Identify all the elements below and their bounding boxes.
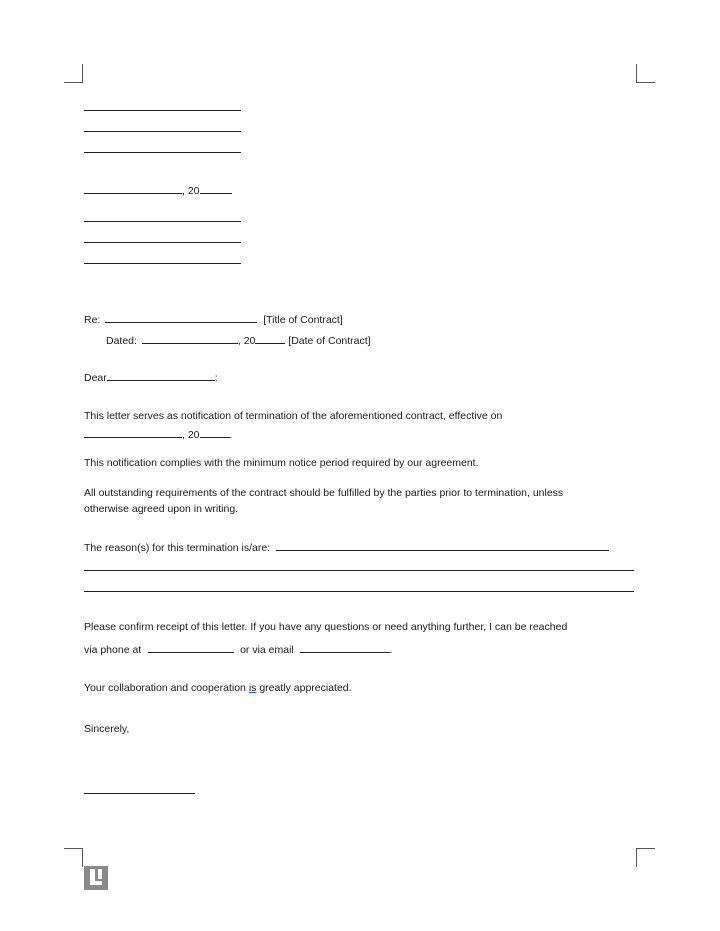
effective-date-period: . — [229, 429, 233, 441]
reasons-blank[interactable] — [276, 539, 609, 551]
email-label: or via email — [240, 644, 294, 656]
recipient-address-line[interactable] — [84, 242, 241, 243]
dated-year-blank[interactable] — [255, 332, 285, 344]
recipient-address-line[interactable] — [84, 263, 241, 264]
contact-period: . — [389, 644, 393, 656]
reasons-label: The reason(s) for this termination is/are: — [84, 542, 271, 554]
effective-year-blank[interactable] — [200, 426, 230, 438]
phone-blank[interactable] — [148, 641, 234, 653]
watermark-logo-icon — [84, 866, 108, 890]
crop-mark-bottom-left — [64, 848, 83, 867]
crop-mark-top-right — [636, 64, 655, 83]
dated-blank[interactable] — [142, 332, 238, 344]
appreciation-end: greatly appreciated. — [256, 682, 352, 694]
dated-year-prefix: , 20 — [237, 335, 256, 347]
reasons-line[interactable] — [84, 570, 634, 571]
paragraph-requirements-line1: All outstanding requirements of the contract should be fulfilled by the parties prior to termination, unless — [84, 487, 564, 499]
re-label: Re: — [84, 314, 101, 326]
title-of-contract-label: [Title of Contract] — [263, 314, 343, 326]
email-blank[interactable] — [300, 641, 390, 653]
recipient-address-line[interactable] — [84, 221, 241, 222]
salutation-row — [84, 369, 218, 385]
spellcheck-flagged-word[interactable]: is — [248, 682, 257, 694]
crop-mark-bottom-right — [636, 848, 655, 867]
contact-row — [84, 641, 393, 657]
crop-mark-top-left — [64, 64, 83, 83]
signature-line[interactable] — [84, 793, 195, 794]
re-row — [84, 311, 343, 327]
dated-label: Dated: — [106, 335, 137, 347]
recipient-name-blank[interactable] — [107, 369, 215, 381]
dated-row — [106, 332, 371, 348]
effective-date-row — [84, 426, 232, 442]
sender-address-line[interactable] — [84, 152, 241, 153]
date-year-blank[interactable] — [200, 182, 232, 194]
closing: Sincerely, — [84, 723, 130, 735]
date-blank[interactable] — [84, 182, 182, 194]
dear-label: Dear — [84, 372, 107, 384]
date-of-contract-label: [Date of Contract] — [288, 335, 371, 347]
effective-date-blank[interactable] — [84, 426, 182, 438]
paragraph-confirm-line1: Please confirm receipt of this letter. If you have any questions or need anything further, I can be reached — [84, 621, 568, 633]
phone-label: via phone at — [84, 644, 142, 656]
contract-title-blank[interactable] — [105, 311, 257, 323]
paragraph-notice-period: This notification complies with the minimum notice period required by our agreement. — [84, 457, 479, 469]
paragraph-appreciation — [84, 681, 352, 695]
sender-address-line[interactable] — [84, 110, 241, 111]
paragraph-notification: This letter serves as notification of termination of the aforementioned contract, effective on — [84, 410, 503, 422]
reasons-row — [84, 539, 609, 555]
reasons-line[interactable] — [84, 591, 634, 592]
paragraph-requirements-line2: otherwise agreed upon in writing. — [84, 503, 239, 515]
dear-colon: : — [214, 372, 218, 384]
date-row — [84, 182, 232, 198]
appreciation-start: Your collaboration and cooperation — [84, 682, 249, 694]
effective-year-prefix: , 20 — [182, 429, 200, 441]
date-year-prefix: , 20 — [182, 185, 200, 197]
sender-address-line[interactable] — [84, 131, 241, 132]
